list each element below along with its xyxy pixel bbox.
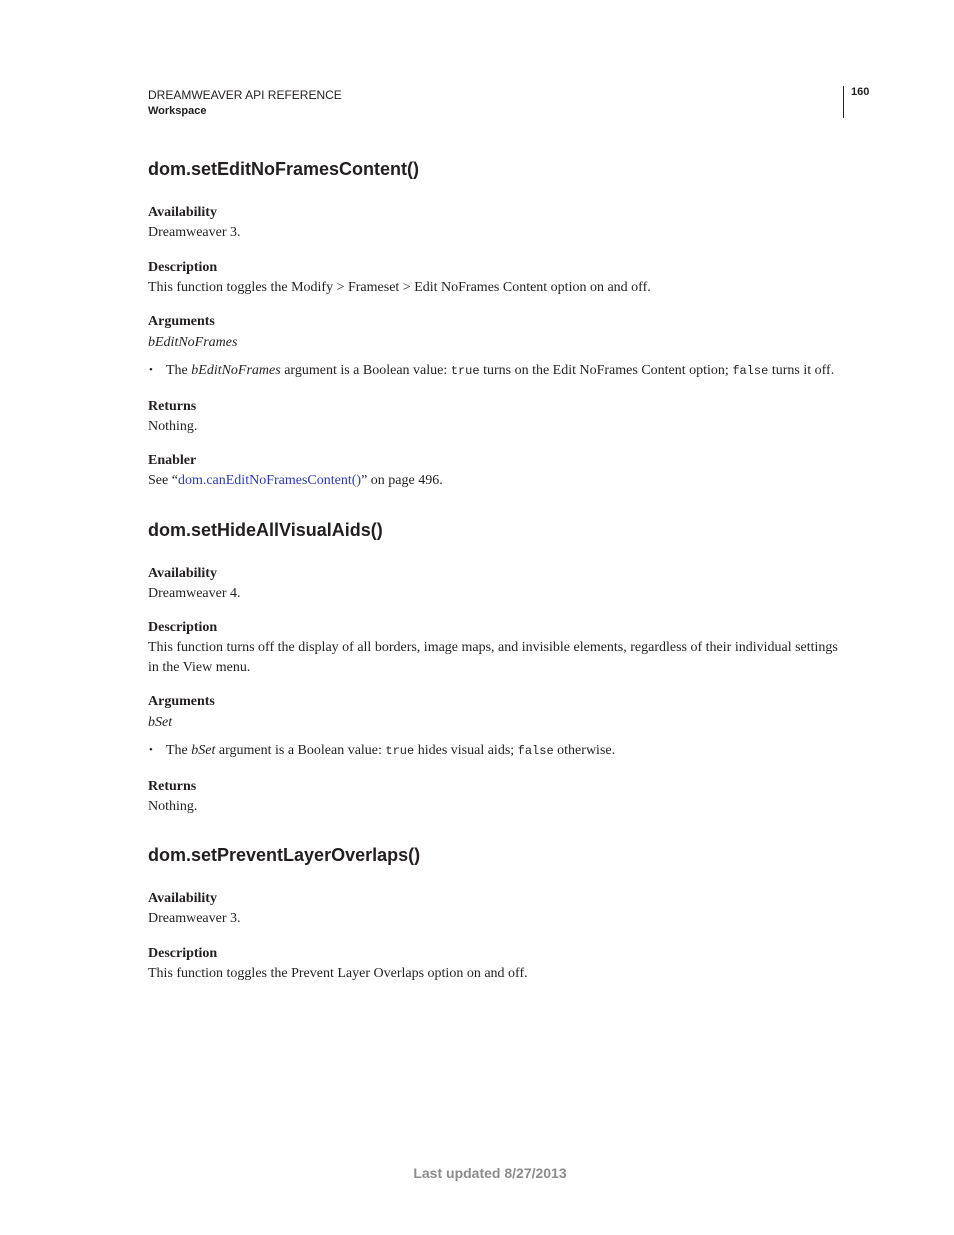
description-text: This function toggles the Prevent Layer Overlaps option on and off. bbox=[148, 965, 528, 981]
enabler-block bbox=[148, 450, 840, 491]
code-true: true bbox=[450, 364, 480, 378]
header-divider bbox=[843, 86, 844, 118]
function-title: dom.setEditNoFramesContent() bbox=[148, 159, 420, 179]
function-title: dom.setPreventLayerOverlaps() bbox=[148, 845, 421, 865]
description-block bbox=[148, 617, 840, 677]
availability-text: Dreamweaver 4. bbox=[148, 585, 241, 601]
description-text: This function turns off the display of all borders, image maps, and invisible elements, regardless of their individual settings in the View menu. bbox=[148, 640, 838, 675]
returns-text: Nothing. bbox=[148, 798, 198, 814]
enabler-heading: Enabler bbox=[148, 453, 197, 468]
availability-heading: Availability bbox=[148, 205, 217, 220]
description-block bbox=[148, 943, 840, 984]
api-entry-setpreventlayeroverlaps bbox=[148, 838, 840, 983]
document-title: DREAMWEAVER API REFERENCE bbox=[148, 88, 342, 102]
returns-text: Nothing. bbox=[148, 418, 198, 434]
description-block bbox=[148, 257, 840, 298]
description-heading: Description bbox=[148, 620, 218, 635]
description-heading: Description bbox=[148, 259, 218, 275]
arguments-heading: Arguments bbox=[148, 314, 215, 329]
argument-name: bSet bbox=[148, 715, 173, 730]
argument-list bbox=[148, 361, 840, 382]
argument-ref: bSet bbox=[191, 743, 216, 758]
page-content bbox=[148, 152, 840, 983]
description-heading: Description bbox=[148, 945, 218, 961]
availability-heading: Availability bbox=[148, 565, 217, 581]
returns-heading: Returns bbox=[148, 398, 197, 414]
argument-list bbox=[148, 741, 840, 762]
code-false: false bbox=[732, 364, 769, 378]
returns-block bbox=[148, 396, 840, 437]
list-item: • The bEditNoFrames argument is a Boolean value: true turns on the Edit NoFrames Content option; false turns it off. bbox=[166, 361, 840, 382]
enabler-text: See “dom.canEditNoFramesContent()” on page 496. bbox=[148, 473, 443, 488]
availability-text: Dreamweaver 3. bbox=[148, 225, 241, 240]
list-item: • The bSet argument is a Boolean value: true hides visual aids; false otherwise. bbox=[166, 741, 840, 762]
last-updated-footer: Last updated 8/27/2013 bbox=[413, 1165, 567, 1181]
argument-name: bEditNoFrames bbox=[148, 335, 238, 350]
function-title: dom.setHideAllVisualAids() bbox=[148, 519, 383, 540]
description-text: This function toggles the Modify > Frameset > Edit NoFrames Content option on and off. bbox=[148, 279, 651, 295]
availability-block bbox=[148, 888, 840, 929]
returns-heading: Returns bbox=[148, 778, 197, 794]
page-number: 160 bbox=[851, 86, 870, 98]
api-entry-sethideallvisualaids bbox=[148, 513, 840, 817]
api-entry-seteditnoframescontent bbox=[148, 152, 840, 491]
arguments-block bbox=[148, 691, 840, 762]
availability-text: Dreamweaver 3. bbox=[148, 911, 241, 926]
running-header bbox=[148, 87, 342, 119]
arguments-block bbox=[148, 311, 840, 382]
availability-block bbox=[148, 202, 840, 243]
availability-block bbox=[148, 563, 840, 604]
availability-heading: Availability bbox=[148, 891, 217, 906]
section-name: Workspace bbox=[148, 105, 207, 117]
code-true: true bbox=[385, 744, 415, 758]
enabler-link[interactable]: dom.canEditNoFramesContent() bbox=[177, 473, 362, 488]
argument-ref: bEditNoFrames bbox=[191, 363, 281, 378]
arguments-heading: Arguments bbox=[148, 694, 215, 709]
code-false: false bbox=[517, 744, 554, 758]
returns-block bbox=[148, 776, 840, 817]
